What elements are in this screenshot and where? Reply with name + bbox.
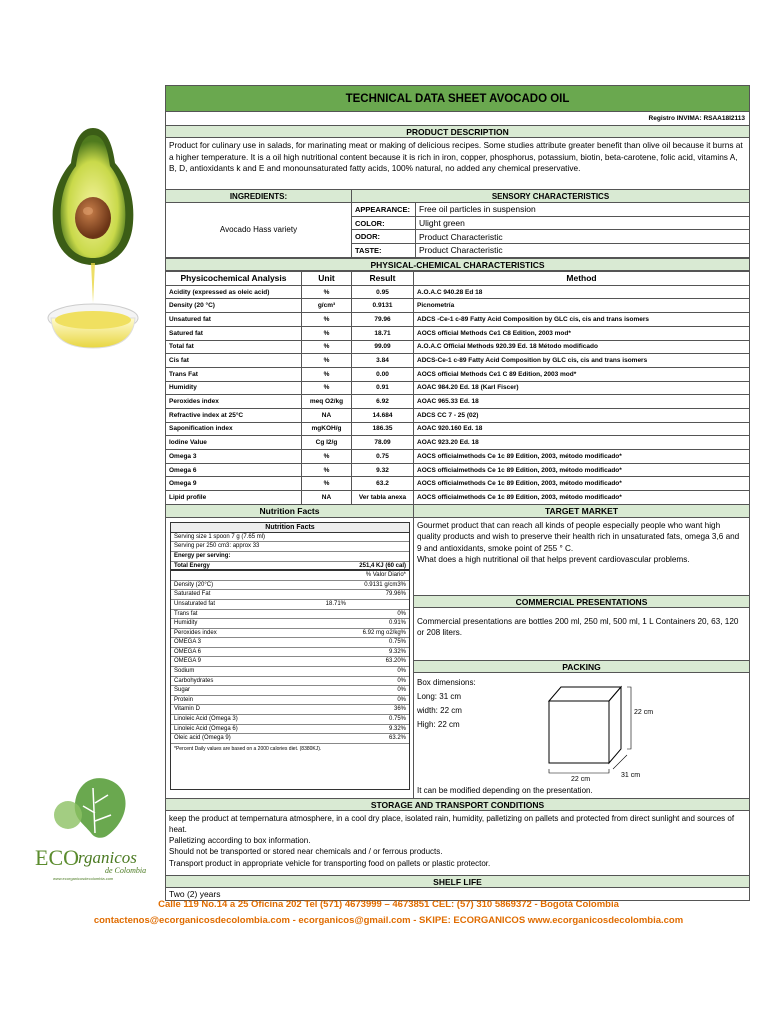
nutrition-line-value: 0.75% — [388, 716, 406, 723]
sheet-title: TECHNICAL DATA SHEET AVOCADO OIL — [165, 85, 750, 112]
commercial-heading: COMMERCIAL PRESENTATIONS — [414, 595, 749, 608]
nutrition-line — [171, 715, 409, 725]
unit-cell: % — [302, 381, 352, 395]
nutrition-line-value: 251,4 KJ (60 cal) — [359, 562, 406, 569]
footer-contacts: contactenos@ecorganicosdecolombia.com - ecorganicos@gmail.com - SKIPE: ECORGANICOS www.ecorganicosdecolombia.com — [93, 915, 684, 926]
analysis-cell: Trans Fat — [166, 367, 302, 381]
box-width-label: 22 cm — [571, 775, 591, 781]
target-market-paragraph-2: What does a high nutritional oil that helps prevent cardiovascular problems. — [417, 555, 690, 565]
physchem-row — [166, 491, 750, 505]
lower-section — [165, 505, 750, 798]
nutrition-line-label: Vitamin D — [174, 706, 200, 713]
analysis-cell: Omega 3 — [166, 450, 302, 464]
nutrition-line-value: % Valor Diario* — [365, 572, 406, 579]
nutrition-line-label: OMEGA 3 — [174, 639, 202, 646]
nutrition-line-label: Serving size 1 spoon 7 g (7.65 ml) — [174, 533, 266, 540]
unit-cell: meq O2/kg — [302, 395, 352, 409]
nutrition-line — [171, 533, 409, 543]
physchem-row — [166, 422, 750, 436]
method-cell: AOCS official Methods Ce1 C 89 Edition, 2003 mod* — [414, 367, 750, 381]
unit-cell: % — [302, 477, 352, 491]
nutrition-line-value: 9.32% — [388, 648, 406, 655]
unit-cell: mgKOH/g — [302, 422, 352, 436]
nutrition-line — [171, 734, 409, 744]
storage-line: keep the product at tempernatura atmosphere, in a cool dry place, isolated rain, humidity, palletizing on pallets and protected from direct sunlight and sources of heat. — [169, 813, 735, 834]
physchem-column-header: Physicochemical Analysis — [166, 271, 302, 285]
nutrition-line — [171, 638, 409, 648]
ecorganicos-logo — [33, 773, 163, 883]
svg-text:de Colombia: de Colombia — [105, 866, 147, 875]
analysis-cell: Refractive index at 25°C — [166, 408, 302, 422]
nutrition-line — [171, 677, 409, 687]
box-diagram — [539, 681, 744, 781]
technical-sheet — [165, 85, 750, 901]
nutrition-line — [171, 581, 409, 591]
target-market-paragraph: Gourmet product that can reach all kinds of people especially people who want high quality products and wish to preserve their health rich in unsaturated fats, omega 3,6 and 9 and antioxidants, smoke point of 255 ° C. — [417, 520, 740, 553]
nutrition-line-label: Sodium — [174, 668, 195, 675]
ingredients-heading: INGREDIENTS: — [166, 190, 352, 203]
unit-cell: % — [302, 340, 352, 354]
method-cell: A.O.A.C 940.28 Ed 18 — [414, 285, 750, 299]
unit-cell: NA — [302, 408, 352, 422]
nutrition-line-value: 9.32% — [388, 725, 406, 732]
unit-cell: g/cm³ — [302, 299, 352, 313]
analysis-cell: Saponification index — [166, 422, 302, 436]
box-dimensions-title: Box dimensions: — [417, 677, 476, 687]
commercial-text: Commercial presentations are bottles 200 ml, 250 ml, 500 ml, 1 L Containers 20, 63, 120 or 208 liters. — [417, 616, 739, 638]
result-cell: 0.95 — [352, 285, 414, 299]
nutrition-line-value: 0% — [397, 687, 406, 694]
analysis-cell: Lipid profile — [166, 491, 302, 505]
storage-heading: STORAGE AND TRANSPORT CONDITIONS — [165, 798, 750, 811]
unit-cell: % — [302, 326, 352, 340]
nutrition-line-value: 0% — [397, 668, 406, 675]
nutrition-line-label: Serving per 250 cm3: approx 33 — [174, 543, 260, 550]
nutrition-column — [166, 505, 414, 798]
physchem-row — [166, 477, 750, 491]
nutrition-line-label: Saturated Fat — [174, 591, 211, 598]
right-info-column — [414, 505, 749, 798]
nutrition-line-label: Total Energy — [174, 562, 210, 569]
nutrition-line-value: 63.20% — [385, 658, 406, 665]
unit-cell: % — [302, 463, 352, 477]
footer-address: Calle 119 No.14 a 25 Oficina 202 Tel (571) 4673999 – 4673851 CEL: (57) 310 5869372 - Bogotá Colombia — [158, 899, 619, 910]
physchem-row — [166, 313, 750, 327]
unit-cell: Cg I2/g — [302, 436, 352, 450]
result-cell: 99.09 — [352, 340, 414, 354]
method-cell: AOCS official Methods Ce1 C8 Edition, 2003 mod* — [414, 326, 750, 340]
physchem-row — [166, 354, 750, 368]
nutrition-line-label: Peroxides index — [174, 629, 217, 636]
nutrition-line-value: 63.2% — [388, 735, 406, 742]
method-cell: AOCS officialmethods Ce 1c 89 Edition, 2003, método modificado* — [414, 477, 750, 491]
method-cell: AOCS officialmethods Ce 1c 89 Edition, 2003, método modificado* — [414, 450, 750, 464]
packing-dimensions — [417, 676, 476, 732]
nutrition-line — [171, 590, 409, 600]
nutrition-line-label: Trans fat — [174, 610, 198, 617]
unit-cell: NA — [302, 491, 352, 505]
storage-line: Palletizing according to box information. — [169, 836, 311, 846]
result-cell: 0.75 — [352, 450, 414, 464]
nutrition-line — [171, 600, 409, 610]
nutrition-line — [171, 542, 409, 552]
method-cell: A.O.A.C Official Methods 920.39 Ed. 18 Método modificado — [414, 340, 750, 354]
nutrition-line-label: Humidity — [174, 620, 198, 627]
storage-text — [165, 811, 750, 875]
data-sheet-page — [25, 83, 752, 928]
storage-line: Transport product in appropriate vehicle for transporting food on pallets or plastic protector. — [169, 858, 491, 868]
nutrition-line-label: Density (20°C) — [174, 581, 214, 588]
box-width: width: 22 cm — [417, 705, 462, 715]
physchem-row — [166, 408, 750, 422]
analysis-cell: Omega 9 — [166, 477, 302, 491]
nutrition-line — [171, 725, 409, 735]
physchem-row — [166, 285, 750, 299]
result-cell: 78.09 — [352, 436, 414, 450]
method-cell: ADCS CC 7 - 25 (02) — [414, 408, 750, 422]
nutrition-line — [171, 552, 409, 562]
physchem-column-header: Result — [352, 271, 414, 285]
unit-cell: % — [302, 450, 352, 464]
nutrition-line-value: 0% — [397, 677, 406, 684]
method-cell: ADCS-Ce-1 c-89 Fatty Acid Composition by GLC cis, cis and trans isomers — [414, 354, 750, 368]
storage-line: Should not be transported or stored near chemicals and / or ferrous products. — [169, 847, 443, 857]
avocado-oil-illustration — [43, 123, 143, 353]
svg-text:www.ecorganicosdecolombia.com: www.ecorganicosdecolombia.com — [53, 876, 114, 881]
box-high: High: 22 cm — [417, 719, 460, 729]
nutrition-line-value: 36% — [393, 706, 406, 713]
sensory-value: Product Characteristic — [416, 230, 750, 244]
nutrition-line-value: 0.9131 g/cm3% — [364, 581, 406, 588]
result-cell: Ver tabla anexa — [352, 491, 414, 505]
nutrition-facts-box — [170, 522, 410, 790]
box-long: Long: 31 cm — [417, 691, 462, 701]
result-cell: 0.00 — [352, 367, 414, 381]
nutrition-line — [171, 705, 409, 715]
nutrition-line — [171, 571, 409, 581]
sensory-label: APPEARANCE: — [352, 203, 416, 217]
shelf-life-value: Two (2) years — [165, 888, 750, 901]
physchem-row — [166, 395, 750, 409]
nutrition-line-label: Carbohydrates — [174, 677, 214, 684]
svg-text:rganicos: rganicos — [78, 848, 137, 867]
packing-area — [414, 673, 749, 797]
nutrition-line — [171, 610, 409, 620]
product-description-text: Product for culinary use in salads, for marinating meat or making of delicious recipes. Some studies attribute greater benefit than olive oil because it burns at a higher temperature. It is a oil high nutritional content because it is rich in iron, copper, phosphorus, potassium, biotin, beta-carotene, folic acid, vitamins A, B, D, antioxidants k and E and monounsaturated fatty acids, 100% natural, no added any chemical preservative. — [165, 138, 750, 189]
nutrition-line — [171, 686, 409, 696]
result-cell: 0.91 — [352, 381, 414, 395]
result-cell: 9.32 — [352, 463, 414, 477]
physchem-column-header: Method — [414, 271, 750, 285]
sensory-label: TASTE: — [352, 244, 416, 258]
nutrition-line — [171, 657, 409, 667]
nutrition-line-value: 6.92 mg o2/kg% — [362, 629, 406, 636]
physchem-table — [165, 271, 750, 505]
nutrition-line — [171, 667, 409, 677]
result-cell: 3.84 — [352, 354, 414, 368]
method-cell: AOAC 923.20 Ed. 18 — [414, 436, 750, 450]
sensory-value: Free oil particles in suspension — [416, 203, 750, 217]
analysis-cell: Omega 6 — [166, 463, 302, 477]
nutrition-line — [171, 629, 409, 639]
physchem-row — [166, 340, 750, 354]
analysis-cell: Total fat — [166, 340, 302, 354]
method-cell: Picnometría — [414, 299, 750, 313]
method-cell: AOAC 984.20 Ed. 18 (Karl Fiscer) — [414, 381, 750, 395]
result-cell: 0.9131 — [352, 299, 414, 313]
method-cell: AOCS officialmethods Ce 1c 89 Edition, 2003, método modificado* — [414, 463, 750, 477]
nutrition-line — [171, 696, 409, 706]
nutrition-line-label: OMEGA 6 — [174, 648, 202, 655]
nutrition-footnote: *Percent Daily values are based on a 2000 calories diet. (8380KJ). — [174, 745, 322, 752]
nutrition-line-value: 0.75% — [388, 639, 406, 646]
ingredients-sensory-table — [165, 189, 750, 258]
result-cell: 14.684 — [352, 408, 414, 422]
target-market-text — [414, 518, 749, 595]
result-cell: 63.2 — [352, 477, 414, 491]
physchem-row — [166, 450, 750, 464]
unit-cell: % — [302, 367, 352, 381]
nutrition-line-value: 0% — [397, 696, 406, 703]
analysis-cell: Humidity — [166, 381, 302, 395]
physchem-row — [166, 367, 750, 381]
method-cell: AOAC 965.33 Ed. 18 — [414, 395, 750, 409]
nutrition-heading: Nutrition Facts — [166, 505, 413, 518]
analysis-cell: Peroxides index — [166, 395, 302, 409]
result-cell: 18.71 — [352, 326, 414, 340]
nutrition-line-label: Protein — [174, 696, 194, 703]
nutrition-line-label: Energy per serving: — [174, 552, 231, 559]
nutrition-line — [171, 648, 409, 658]
method-cell: AOAC 920.160 Ed. 18 — [414, 422, 750, 436]
physchem-row — [166, 436, 750, 450]
physchem-row — [166, 299, 750, 313]
analysis-cell: Density (20 °C) — [166, 299, 302, 313]
unit-cell: % — [302, 313, 352, 327]
nutrition-line — [171, 562, 409, 572]
unit-cell: % — [302, 354, 352, 368]
svg-text:ECO: ECO — [35, 845, 79, 870]
nutrition-line-label: Unsaturated fat — [174, 600, 216, 607]
ingredients-value: Avocado Hass variety — [166, 203, 352, 258]
box-height-label: 22 cm — [634, 708, 654, 716]
result-cell: 79.96 — [352, 313, 414, 327]
nutrition-line-value: 18.71% — [325, 600, 346, 607]
method-cell: ADCS -Ce-1 c-89 Fatty Acid Composition by GLC cis, cis and trans isomers — [414, 313, 750, 327]
nutrition-line-label: Linoleic Acid (Omega 6) — [174, 725, 238, 732]
nutrition-line-value: 0.91% — [388, 620, 406, 627]
shelf-life-heading: SHELF LIFE — [165, 875, 750, 888]
analysis-cell: Cis fat — [166, 354, 302, 368]
sensory-value: Product Characteristic — [416, 244, 750, 258]
analysis-cell: Unsatured fat — [166, 313, 302, 327]
sensory-value: Ulight green — [416, 216, 750, 230]
nutrition-line-value: 79.96% — [385, 591, 406, 598]
nutrition-line-value: 0% — [397, 610, 406, 617]
sensory-heading: SENSORY CHARACTERISTICS — [352, 190, 750, 203]
registro-invima: Registro INVIMA: RSAA18I2113 — [165, 112, 750, 125]
method-cell: AOCS officialmethods Ce 1c 89 Edition, 2003, método modificado* — [414, 491, 750, 505]
box-depth-label: 31 cm — [621, 771, 641, 779]
nutrition-line-label: Oleic acid (Omega 9) — [174, 735, 231, 742]
result-cell: 186.35 — [352, 422, 414, 436]
result-cell: 6.92 — [352, 395, 414, 409]
unit-cell: % — [302, 285, 352, 299]
analysis-cell: Satured fat — [166, 326, 302, 340]
left-illustration-column — [25, 83, 165, 928]
physchem-row — [166, 463, 750, 477]
nutrition-line-label: Sugar — [174, 687, 191, 694]
analysis-cell: Iodine Value — [166, 436, 302, 450]
packing-heading: PACKING — [414, 660, 749, 673]
physchem-heading: PHYSICAL-CHEMICAL CHARACTERISTICS — [165, 258, 750, 271]
contact-footer — [25, 897, 752, 929]
product-description-heading: PRODUCT DESCRIPTION — [165, 125, 750, 138]
physchem-column-header: Unit — [302, 271, 352, 285]
nutrition-line-label: Linoleic Acid (Omega 3) — [174, 716, 238, 723]
packing-note: It can be modified depending on the presentation. — [417, 785, 593, 795]
target-market-heading: TARGET MARKET — [414, 505, 749, 518]
nutrition-box-title: Nutrition Facts — [171, 523, 409, 533]
sensory-label: COLOR: — [352, 216, 416, 230]
nutrition-line-label: OMEGA 9 — [174, 658, 202, 665]
physchem-row — [166, 381, 750, 395]
sensory-label: ODOR: — [352, 230, 416, 244]
nutrition-line — [171, 619, 409, 629]
physchem-row — [166, 326, 750, 340]
analysis-cell: Acidity (expressed as oleic acid) — [166, 285, 302, 299]
